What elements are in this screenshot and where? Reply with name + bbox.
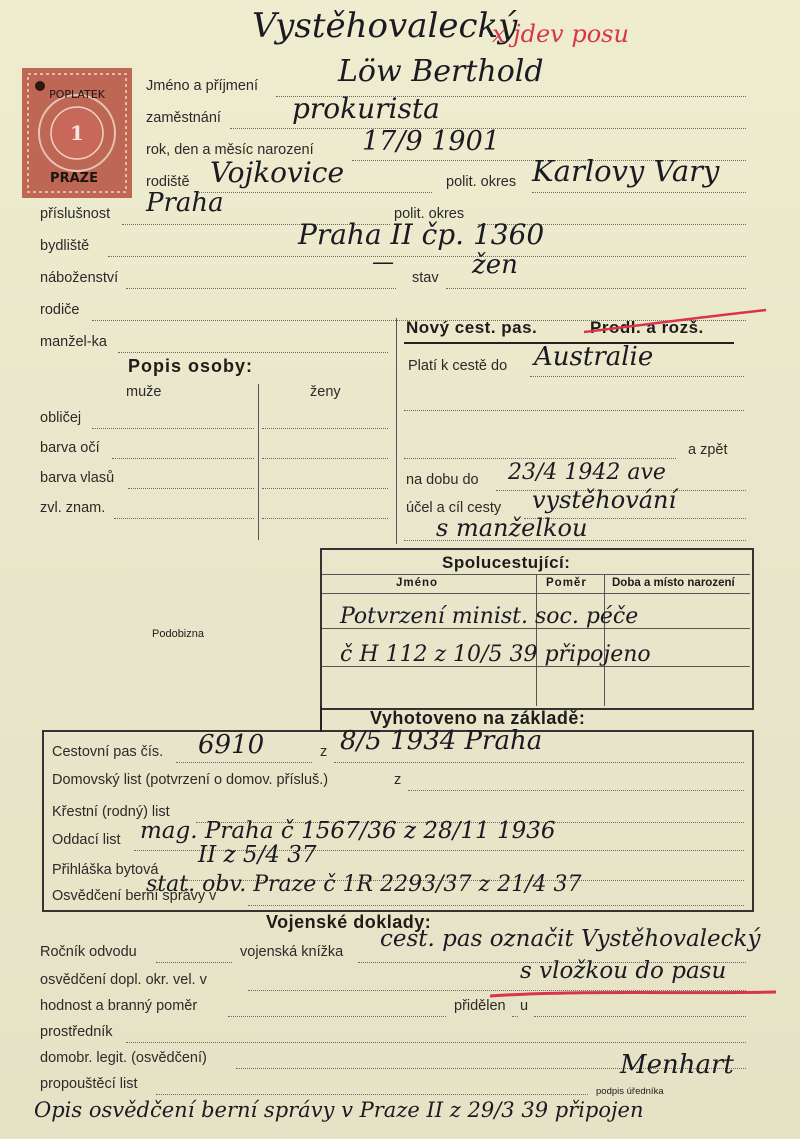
birthplace-value: Vojkovice: [210, 156, 345, 189]
legitimation-label: domobr. legit. (osvědčení): [40, 1050, 207, 1066]
desc-row-marks: zvl. znam.: [40, 500, 106, 516]
assigned-label: přidělen: [454, 998, 506, 1014]
marriage-value: mag. Praha č 1567/36 z 28/11 1936: [140, 818, 556, 844]
red-underline-mark: [580, 306, 770, 336]
issued-title: Vyhotoveno na základě:: [370, 708, 586, 728]
valid-value: Australie: [534, 342, 654, 372]
period-label: na dobu do: [406, 472, 479, 488]
official-signature: Menhart: [620, 1050, 734, 1080]
religion-label: náboženství: [40, 270, 119, 286]
birth-district-value: Karlovy Vary: [532, 154, 720, 188]
photo-label: Podobizna: [152, 628, 204, 640]
occupation-label: zaměstnání: [146, 110, 221, 126]
residence-label: bydliště: [40, 238, 90, 254]
home-list-z: z: [394, 772, 402, 788]
spouse-label: manžel-ka: [40, 334, 107, 350]
revenue-stamp: [18, 64, 136, 202]
purpose-label: účel a cíl cesty: [406, 500, 502, 516]
desc-row-hair: barva vlasů: [40, 470, 115, 486]
new-passport-label: Nový cest. pas.: [406, 318, 538, 337]
svg-text:1: 1: [70, 121, 84, 145]
companions-col-name: Jméno: [396, 577, 439, 589]
citizenship-value: Praha: [146, 188, 224, 218]
home-list-label: Domovský list (potvrzení o domov. přísluš.): [52, 772, 329, 788]
companions-title: Spolucestující:: [442, 553, 571, 572]
birth-district-label: polit. okres: [446, 174, 517, 190]
passport-number-value: 6910: [198, 730, 265, 760]
birth-value: 17/9 1901: [362, 126, 500, 157]
citizenship-label: příslušnost: [40, 206, 111, 222]
companions-col-relation: Poměr: [546, 577, 587, 589]
companions-line-1: Potvrzení minist. soc. péče: [340, 604, 639, 629]
passport-z: z: [320, 744, 328, 760]
name-label: Jméno a příjmení: [146, 78, 259, 94]
occupation-value: prokurista: [292, 92, 440, 125]
description-title: Popis osoby:: [128, 356, 254, 376]
purpose-value: vystěhování: [532, 486, 677, 514]
tax-office-label: Osvědčení berní správy v: [52, 888, 217, 904]
discharge-label: propouštěcí list: [40, 1076, 138, 1092]
svg-text:PRAZE: PRAZE: [50, 171, 98, 186]
name-value: Löw Berthold: [338, 54, 544, 89]
desc-row-eyes: barva očí: [40, 440, 100, 456]
military-note-line-1: cest. pas označit Vystěhovalecký: [380, 926, 761, 952]
valid-label: Platí k cestě do: [408, 358, 508, 374]
red-note: x jdev posu: [492, 20, 629, 48]
status-label: stav: [412, 270, 439, 286]
citizenship-district-label: polit. okres: [394, 206, 465, 222]
birthplace-label: rodiště: [146, 174, 190, 190]
supplementary-cert-label: osvědčení dopl. okr. vel. v: [40, 972, 207, 988]
female-header: ženy: [310, 384, 341, 400]
middleman-label: prostředník: [40, 1024, 113, 1040]
rank-label: hodnost a branný poměr: [40, 998, 198, 1014]
footer-note: Opis osvědčení berní správy v Praze II z 29/3 39 připojen: [34, 1098, 644, 1122]
companions-col-birth: Doba a místo narození: [612, 577, 735, 589]
registration-value: II z 5/4 37: [198, 842, 317, 868]
military-book-label: vojenská knížka: [240, 944, 344, 960]
draft-year-label: Ročník odvodu: [40, 944, 137, 960]
purpose-value-2: s manželkou: [436, 514, 588, 542]
parents-label: rodiče: [40, 302, 80, 318]
period-value: 23/4 1942 ave: [508, 460, 666, 485]
passport-number-label: Cestovní pas čís.: [52, 744, 164, 760]
official-signature-label: podpis úředníka: [596, 1086, 664, 1097]
status-value: žen: [472, 250, 518, 280]
desc-row-face: obličej: [40, 410, 82, 426]
extend-label: Prodl. a rozš.: [590, 318, 704, 337]
passport-date-value: 8/5 1934 Praha: [340, 726, 543, 756]
residence-value: Praha II čp. 1360: [298, 218, 545, 251]
assigned-u: u: [520, 998, 529, 1014]
male-header: muže: [126, 384, 162, 400]
handwritten-title: Vystěhovalecký: [252, 6, 518, 46]
birth-label: rok, den a měsíc narození: [146, 142, 314, 158]
military-title: Vojenské doklady:: [266, 912, 432, 932]
religion-value: —: [372, 250, 394, 275]
red-underline-mark-2: [486, 984, 780, 1004]
marriage-label: Oddací list: [52, 832, 121, 848]
svg-text:POPLATEK: POPLATEK: [49, 88, 105, 101]
tax-office-value: stat. obv. Praze č 1R 2293/37 z 21/4 37: [146, 872, 582, 897]
registration-label: Přihláška bytová: [52, 862, 159, 878]
military-note-line-2: s vložkou do pasu: [520, 958, 727, 984]
and-back: a zpět: [688, 442, 728, 458]
companions-line-2: č H 112 z 10/5 39 připojeno: [340, 642, 651, 667]
baptism-label: Křestní (rodný) list: [52, 804, 170, 820]
